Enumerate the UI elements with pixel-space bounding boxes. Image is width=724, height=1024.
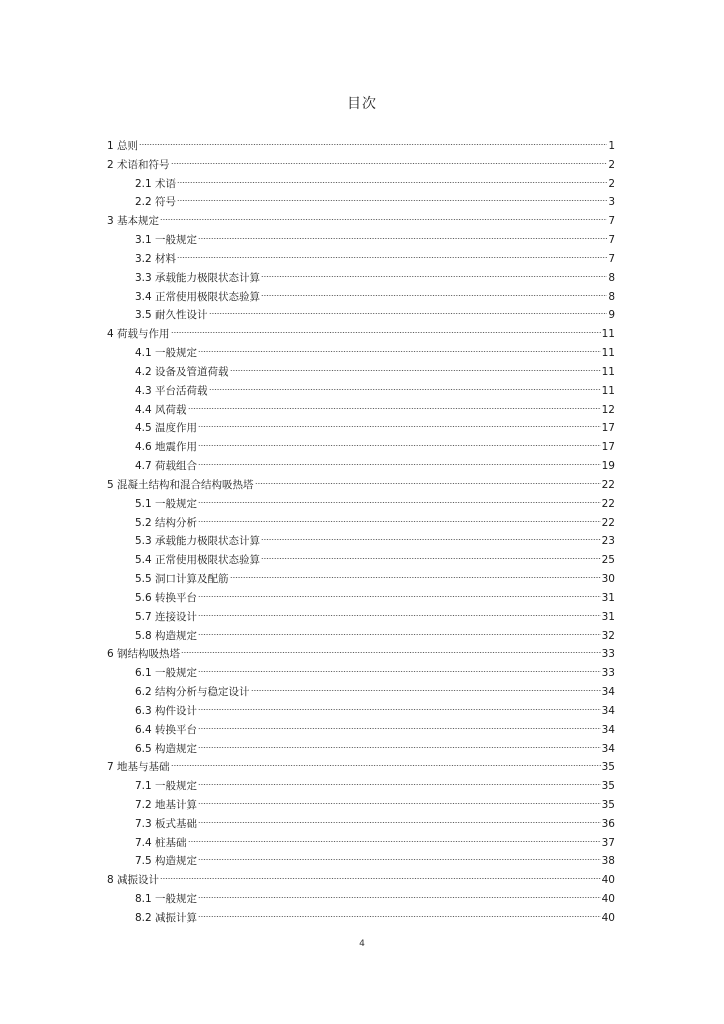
toc-dot-leader (261, 294, 607, 297)
toc-entry-page: 35 (601, 798, 615, 811)
toc-dot-leader (255, 482, 601, 485)
toc-entry-page: 7 (608, 215, 615, 228)
toc-entry-label: 6 钢结构吸热塔 (107, 648, 181, 661)
toc-dot-leader (198, 520, 601, 523)
toc-entry-label: 3.4 正常使用极限状态验算 (135, 290, 261, 303)
toc-entry[interactable] (107, 419, 615, 438)
toc-entry[interactable] (107, 514, 615, 533)
toc-dot-leader (230, 369, 601, 372)
toc-entry-page: 35 (601, 761, 615, 774)
toc-entry-label: 8 减振设计 (107, 874, 160, 887)
toc-dot-leader (198, 444, 601, 447)
toc-entry-page: 33 (601, 648, 615, 661)
toc-entry[interactable] (107, 551, 615, 570)
toc-entry-page: 19 (601, 460, 615, 473)
toc-entry[interactable] (107, 890, 615, 909)
toc-entry-page: 22 (601, 497, 615, 510)
toc-entry-label: 6.5 构造规定 (135, 742, 198, 755)
toc-entry[interactable] (107, 344, 615, 363)
toc-entry[interactable] (107, 288, 615, 307)
toc-list (107, 137, 615, 928)
toc-entry-page: 9 (608, 309, 615, 322)
toc-entry[interactable] (107, 156, 615, 175)
toc-dot-leader (160, 218, 607, 221)
toc-dot-leader (160, 877, 601, 880)
toc-entry-page: 31 (601, 591, 615, 604)
toc-dot-leader (261, 538, 601, 541)
toc-entry-label: 8.2 减振计算 (135, 911, 198, 924)
toc-entry[interactable] (107, 532, 615, 551)
toc-entry-page: 22 (601, 478, 615, 491)
toc-entry[interactable] (107, 683, 615, 702)
toc-dot-leader (198, 463, 601, 466)
toc-entry-page: 8 (608, 290, 615, 303)
toc-entry[interactable] (107, 871, 615, 890)
toc-entry[interactable] (107, 645, 615, 664)
toc-dot-leader (198, 746, 601, 749)
toc-entry-label: 4.5 温度作用 (135, 422, 198, 435)
toc-entry-label: 5.6 转换平台 (135, 591, 198, 604)
toc-entry[interactable] (107, 721, 615, 740)
toc-dot-leader (209, 312, 608, 315)
toc-entry[interactable] (107, 250, 615, 269)
toc-entry[interactable] (107, 476, 615, 495)
toc-entry-label: 5.8 构造规定 (135, 629, 198, 642)
toc-entry-label: 6.1 一般规定 (135, 667, 198, 680)
toc-entry-label: 4.3 平台活荷载 (135, 384, 208, 397)
toc-entry-label: 3.3 承载能力极限状态计算 (135, 271, 261, 284)
toc-entry-label: 6.4 转换平台 (135, 723, 198, 736)
toc-entry-label: 8.1 一般规定 (135, 893, 198, 906)
toc-entry[interactable] (107, 777, 615, 796)
toc-entry-page: 23 (601, 535, 615, 548)
toc-entry[interactable] (107, 438, 615, 457)
toc-entry-label: 2 术语和符号 (107, 158, 170, 171)
toc-entry-label: 7 地基与基础 (107, 761, 170, 774)
toc-dot-leader (198, 896, 601, 899)
toc-entry-label: 5 混凝土结构和混合结构吸热塔 (107, 478, 254, 491)
toc-entry-label: 7.2 地基计算 (135, 798, 198, 811)
toc-entry[interactable] (107, 608, 615, 627)
toc-entry-label: 4.1 一般规定 (135, 347, 198, 360)
toc-entry-page: 1 (608, 140, 615, 152)
toc-entry-label: 1 总则 (107, 140, 139, 152)
toc-dot-leader (209, 388, 601, 391)
toc-dot-leader (251, 689, 601, 692)
toc-entry-label: 3 基本规定 (107, 215, 160, 228)
toc-dot-leader (181, 651, 601, 654)
toc-entry-label: 4 荷载与作用 (107, 328, 170, 341)
toc-entry-label: 6.3 构件设计 (135, 704, 198, 717)
toc-entry-page: 11 (601, 347, 615, 360)
toc-dot-leader (198, 350, 601, 353)
toc-entry[interactable] (107, 758, 615, 777)
toc-dot-leader (177, 256, 607, 259)
toc-entry[interactable] (107, 457, 615, 476)
toc-entry-page: 7 (608, 252, 615, 265)
toc-entry-page: 8 (608, 271, 615, 284)
toc-dot-leader (198, 670, 601, 673)
toc-entry[interactable] (107, 231, 615, 250)
toc-entry-page: 22 (601, 516, 615, 529)
toc-entry[interactable] (107, 401, 615, 420)
toc-entry-page: 40 (601, 893, 615, 906)
toc-dot-leader (198, 614, 601, 617)
toc-entry-page: 34 (601, 742, 615, 755)
toc-entry-label: 5.4 正常使用极限状态验算 (135, 554, 261, 567)
toc-entry-label: 5.5 洞口计算及配筋 (135, 573, 229, 586)
toc-entry-label: 7.1 一般规定 (135, 780, 198, 793)
toc-entry-page: 34 (601, 723, 615, 736)
toc-dot-leader (198, 783, 601, 786)
toc-dot-leader (198, 425, 601, 428)
toc-dot-leader (198, 727, 601, 730)
toc-dot-leader (177, 199, 607, 202)
toc-entry-page: 30 (601, 573, 615, 586)
toc-dot-leader (198, 237, 607, 240)
toc-entry[interactable] (107, 909, 615, 928)
toc-entry-page: 33 (601, 667, 615, 680)
toc-dot-leader (198, 821, 601, 824)
toc-entry-page: 12 (601, 403, 615, 416)
toc-entry[interactable] (107, 852, 615, 871)
toc-entry-page: 11 (601, 328, 615, 341)
toc-entry-page: 17 (601, 422, 615, 435)
toc-entry-page: 7 (608, 234, 615, 247)
toc-entry[interactable] (107, 212, 615, 231)
toc-entry[interactable] (107, 664, 615, 683)
toc-entry-page: 34 (601, 686, 615, 699)
toc-entry[interactable] (107, 269, 615, 288)
toc-entry-page: 3 (608, 196, 615, 209)
toc-entry-label: 4.6 地震作用 (135, 441, 198, 454)
toc-entry[interactable] (107, 495, 615, 514)
toc-entry-label: 3.5 耐久性设计 (135, 309, 208, 322)
toc-entry[interactable] (107, 702, 615, 721)
toc-entry[interactable] (107, 834, 615, 853)
toc-entry-label: 2.2 符号 (135, 196, 177, 209)
toc-entry-page: 40 (601, 874, 615, 887)
toc-dot-leader (171, 331, 601, 334)
toc-dot-leader (188, 407, 601, 410)
toc-entry[interactable] (107, 740, 615, 759)
toc-entry-page: 40 (601, 911, 615, 924)
toc-dot-leader (198, 915, 601, 918)
toc-entry[interactable] (107, 796, 615, 815)
toc-entry-page: 2 (608, 177, 615, 190)
toc-dot-leader (177, 181, 607, 184)
toc-entry[interactable] (107, 570, 615, 589)
toc-entry-page: 17 (601, 441, 615, 454)
toc-entry-page: 31 (601, 610, 615, 623)
toc-entry[interactable] (107, 815, 615, 834)
toc-entry[interactable] (107, 363, 615, 382)
toc-dot-leader (198, 858, 601, 861)
toc-dot-leader (171, 162, 608, 165)
toc-entry[interactable] (107, 627, 615, 646)
toc-entry-label: 2.1 术语 (135, 177, 177, 190)
toc-entry-label: 5.1 一般规定 (135, 497, 198, 510)
toc-entry[interactable] (107, 193, 615, 212)
toc-entry[interactable] (107, 175, 615, 194)
toc-entry-page: 34 (601, 704, 615, 717)
toc-dot-leader (198, 501, 601, 504)
toc-entry-label: 7.4 桩基础 (135, 836, 187, 849)
toc-entry[interactable] (107, 137, 615, 156)
toc-entry-label: 5.2 结构分析 (135, 516, 198, 529)
toc-entry-label: 6.2 结构分析与稳定设计 (135, 686, 250, 699)
toc-dot-leader (261, 557, 601, 560)
toc-entry[interactable] (107, 382, 615, 401)
toc-dot-leader (198, 802, 601, 805)
toc-entry-label: 3.2 材料 (135, 252, 177, 265)
toc-dot-leader (198, 595, 601, 598)
toc-entry-label: 5.3 承载能力极限状态计算 (135, 535, 261, 548)
toc-entry-page: 37 (601, 836, 615, 849)
toc-dot-leader (198, 633, 601, 636)
toc-entry-label: 5.7 连接设计 (135, 610, 198, 623)
toc-entry-page: 36 (601, 817, 615, 830)
toc-entry-label: 7.5 构造规定 (135, 855, 198, 868)
toc-entry-page: 32 (601, 629, 615, 642)
toc-entry[interactable] (107, 325, 615, 344)
toc-entry[interactable] (107, 306, 615, 325)
toc-dot-leader (139, 143, 607, 146)
toc-dot-leader (171, 764, 601, 767)
toc-title: 目次 (347, 96, 377, 112)
toc-entry-label: 4.7 荷载组合 (135, 460, 198, 473)
toc-entry-label: 4.4 风荷载 (135, 403, 187, 416)
toc-entry-page: 11 (601, 384, 615, 397)
toc-entry[interactable] (107, 589, 615, 608)
toc-dot-leader (188, 840, 601, 843)
toc-dot-leader (261, 275, 607, 278)
toc-entry-label: 7.3 板式基础 (135, 817, 198, 830)
toc-dot-leader (230, 576, 601, 579)
toc-entry-label: 4.2 设备及管道荷载 (135, 365, 229, 378)
toc-entry-page: 35 (601, 780, 615, 793)
toc-entry-page: 2 (608, 158, 615, 171)
toc-entry-page: 25 (601, 554, 615, 567)
toc-entry-label: 3.1 一般规定 (135, 234, 198, 247)
toc-entry-page: 11 (601, 365, 615, 378)
toc-dot-leader (198, 708, 601, 711)
page-number: 4 (359, 939, 365, 949)
toc-entry-page: 38 (601, 855, 615, 868)
